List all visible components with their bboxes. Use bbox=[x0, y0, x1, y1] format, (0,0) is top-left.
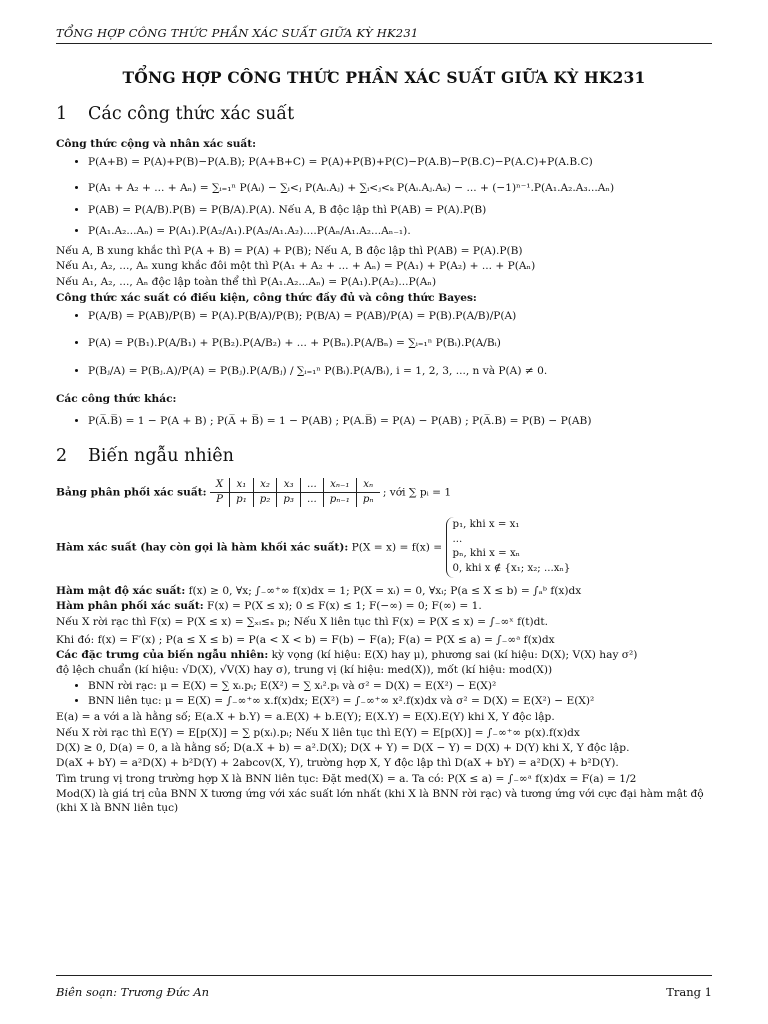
table-cell: P bbox=[216, 494, 223, 506]
table-cell: pₙ₋₁ bbox=[323, 493, 356, 507]
footer-rule bbox=[56, 975, 712, 976]
formula-list-1 bbox=[56, 155, 712, 238]
line-text: kỳ vọng (kí hiệu: E(X) hay μ), phương sai (kí hiệu: D(X); V(X) hay σ²) bbox=[268, 649, 638, 662]
sub-heading-conditional-bayes: Công thức xác suất có điều kiện, công thức đầy đủ và công thức Bayes: bbox=[56, 291, 477, 304]
section-2-number: 2 bbox=[56, 445, 68, 466]
pmf-case: p₁, khi x = x₁ bbox=[452, 518, 520, 530]
sub-heading-addition-multiplication: Công thức cộng và nhân xác suất: bbox=[56, 137, 257, 150]
formula-item: • BNN liên tục: μ = E(X) = ∫₋∞⁺∞ x.f(x)dx; E(X²) = ∫₋∞⁺∞ x².f(x)dx và σ² = D(X) = E(X²) − E(X)² bbox=[88, 694, 712, 708]
pmf-cases bbox=[446, 517, 571, 578]
section-1-number: 1 bbox=[56, 103, 68, 124]
line-text: f(x) ≥ 0, ∀x; ∫₋∞⁺∞ f(x)dx = 1; P(X = xᵢ) = 0, ∀xᵢ; P(a ≤ X ≤ b) = ∫ₐᵇ f(x)dx bbox=[185, 584, 582, 597]
distribution-label: Bảng phân phối xác suất: bbox=[56, 486, 207, 499]
line-text: độ lệch chuẩn (kí hiệu: √D(X), √V(X) hay σ), trung vị (kí hiệu: med(X)), mốt (kí hiệu: mod(X)) bbox=[56, 664, 553, 677]
formula-item: • P(A) = P(B₁).P(A/B₁) + P(B₂).P(A/B₂) + ... + P(Bₙ).P(A/Bₙ) = ∑ᵢ₌₁ⁿ P(Bᵢ).P(A/Bᵢ) bbox=[88, 336, 712, 350]
formula-item: • P(A₁.A₂...Aₙ) = P(A₁).P(A₂/A₁).P(A₃/A₁.A₂)....P(Aₙ/A₁.A₂...Aₙ₋₁). bbox=[88, 224, 712, 238]
text-line: Nếu A₁, A₂, ..., Aₙ xung khắc đôi một thì P(A₁ + A₂ + ... + Aₙ) = P(A₁) + P(A₂) + ... + P(Aₙ) bbox=[56, 260, 536, 273]
formula-item: • P(AB) = P(A/B).P(B) = P(B/A).P(A). Nếu A, B độc lập thì P(AB) = P(A).P(B) bbox=[88, 203, 712, 217]
running-header: TỔNG HỢP CÔNG THỨC PHẦN XÁC SUẤT GIỮA KỲ HK231 bbox=[56, 26, 419, 40]
formula-item: • P(A/B) = P(AB)/P(B) = P(A).P(B/A)/P(B); P(B/A) = P(AB)/P(A) = P(B).P(A/B)/P(A) bbox=[88, 309, 712, 323]
footer-page-number: Trang 1 bbox=[666, 985, 712, 999]
table-cell: x₁ bbox=[230, 478, 254, 492]
formula-list-3 bbox=[56, 414, 712, 428]
text-line bbox=[56, 599, 712, 613]
text-line bbox=[56, 584, 712, 598]
formula-list-2 bbox=[56, 309, 712, 378]
formula-item: • BNN rời rạc: μ = E(X) = ∑ xᵢ.pᵢ; E(X²) = ∑ xᵢ².pᵢ và σ² = D(X) = E(X²) − E(X)² bbox=[88, 679, 712, 693]
table-cell: pₙ bbox=[356, 493, 379, 507]
table-cell: ... bbox=[301, 493, 324, 507]
distribution-table bbox=[210, 478, 380, 507]
table-cell: p₁ bbox=[230, 493, 254, 507]
text-line: E(a) = a với a là hằng số; E(a.X + b.Y) = a.E(X) + b.E(Y); E(X.Y) = E(X).E(Y) khi X, Y độc lập. bbox=[56, 711, 555, 724]
formula-item: • P(Bⱼ/A) = P(Bⱼ.A)/P(A) = P(Bⱼ).P(A/Bⱼ) / ∑ᵢ₌₁ⁿ P(Bᵢ).P(A/Bᵢ), i = 1, 2, 3, ..., n và P(A) ≠ 0. bbox=[88, 364, 712, 378]
text-line: Nếu A₁, A₂, ..., Aₙ độc lập toàn thể thì P(A₁.A₂...Aₙ) = P(A₁).P(A₂)...P(Aₙ) bbox=[56, 275, 437, 288]
table-row-x bbox=[210, 478, 380, 492]
table-cell: xₙ₋₁ bbox=[323, 478, 356, 492]
table-cell: p₂ bbox=[253, 493, 277, 507]
distribution-table-line bbox=[56, 478, 712, 507]
line-bold: Hàm phân phối xác suất: bbox=[56, 600, 204, 613]
table-row-p bbox=[210, 493, 380, 507]
table-cell: p₃ bbox=[277, 493, 301, 507]
table-cell: x₃ bbox=[277, 478, 301, 492]
formula-item: • P(A̅.B̅) = 1 − P(A + B) ; P(A̅ + B̅) = 1 − P(AB) ; P(A.B̅) = P(A) − P(AB) ; P(A̅.B) = P(B) − P(AB) bbox=[88, 414, 712, 428]
text-line bbox=[56, 615, 712, 629]
formula-item: • P(A₁ + A₂ + ... + Aₙ) = ∑ᵢ₌₁ⁿ P(Aᵢ) − ∑ᵢ<ⱼ P(Aᵢ.Aⱼ) + ∑ᵢ<ⱼ<ₖ P(Aᵢ.Aⱼ.Aₖ) − ... + (−1)ⁿ⁻¹.P(A₁.A₂.A₃...Aₙ) bbox=[88, 181, 712, 195]
pmf-label: Hàm xác suất (hay còn gọi là hàm khối xác suất): bbox=[56, 541, 349, 554]
pmf-line bbox=[56, 517, 712, 578]
header-rule bbox=[56, 43, 712, 44]
table-cell: xₙ bbox=[356, 478, 379, 492]
line-bold: Hàm mật độ xác suất: bbox=[56, 584, 186, 597]
section-1-title: Các công thức xác suất bbox=[88, 103, 295, 124]
text-line bbox=[56, 633, 712, 647]
section-2-heading bbox=[56, 445, 712, 469]
line-bold: Các đặc trưng của biến ngẫu nhiên: bbox=[56, 649, 269, 662]
pmf-lhs: P(X = x) = f(x) = bbox=[351, 541, 443, 554]
text-line bbox=[56, 663, 712, 677]
main-content bbox=[56, 62, 712, 816]
line-text: Nếu X rời rạc thì F(x) = P(X ≤ x) = ∑ₓᵢ≤ₓ pᵢ; Nếu X liên tục thì F(x) = P(X ≤ x) = ∫₋∞ˣ f(t)dt. bbox=[56, 615, 549, 628]
table-cell: X bbox=[210, 478, 230, 492]
expectation-list bbox=[56, 679, 712, 709]
section-1-heading bbox=[56, 103, 712, 127]
line-text: F(x) = P(X ≤ x); 0 ≤ F(x) ≤ 1; F(−∞) = 0; F(∞) = 1. bbox=[203, 600, 482, 613]
line-text: Khi đó: f(x) = F′(x) ; P(a ≤ X ≤ b) = P(a < X < b) = F(b) − F(a); F(a) = P(X ≤ a) = ∫₋∞ᵃ f(x)dx bbox=[56, 633, 555, 646]
formula-item: • P(A+B) = P(A)+P(B)−P(A.B); P(A+B+C) = P(A)+P(B)+P(C)−P(A.B)−P(B.C)−P(A.C)+P(A.B.C) bbox=[88, 155, 712, 169]
sub-heading-other-formulas: Các công thức khác: bbox=[56, 393, 177, 406]
text-line: Nếu X rời rạc thì E(Y) = E[p(X)] = ∑ p(xᵢ).pᵢ; Nếu X liên tục thì E(Y) = E[p(X)] = ∫₋∞⁺∞ p(x).f(x)dx bbox=[56, 726, 580, 739]
text-line bbox=[56, 648, 712, 662]
text-line: Nếu A, B xung khắc thì P(A + B) = P(A) + P(B); Nếu A, B độc lập thì P(AB) = P(A).P(B) bbox=[56, 245, 523, 258]
page-title: TỔNG HỢP CÔNG THỨC PHẦN XÁC SUẤT GIỮA KỲ HK231 bbox=[122, 68, 646, 87]
text-line: D(X) ≥ 0, D(a) = 0, a là hằng số; D(a.X + b) = a².D(X); D(X + Y) = D(X − Y) = D(X) + D(Y) khi X, Y độc lập. bbox=[56, 741, 630, 754]
section-2-title: Biến ngẫu nhiên bbox=[88, 445, 234, 466]
text-line: D(aX + bY) = a²D(X) + b²D(Y) + 2abcov(X, Y), trường hợp X, Y độc lập thì D(aX + bY) = a²D(X) + b²D(Y). bbox=[56, 757, 619, 770]
pmf-case: 0, khi x ∉ {x₁; x₂; ...xₙ} bbox=[452, 563, 571, 575]
distribution-note: ; với ∑ pᵢ = 1 bbox=[382, 486, 452, 499]
table-cell: ... bbox=[301, 478, 324, 492]
pmf-case: pₙ, khi x = xₙ bbox=[452, 548, 521, 560]
text-line: Tìm trung vị trong trường hợp X là BNN liên tục: Đặt med(X) = a. Ta có: P(X ≤ a) = ∫₋∞ᵃ f(x)dx = F(a) = 1/2 bbox=[56, 772, 637, 785]
pmf-case: ... bbox=[452, 533, 463, 545]
text-line: Mod(X) là giá trị của BNN X tương ứng với xác suất lớn nhất (khi X là BNN rời rạc) và tương ứng với cực đại hàm mật độ (khi X là BNN liên tục) bbox=[56, 787, 704, 815]
page-footer bbox=[56, 985, 712, 999]
table-cell: x₂ bbox=[253, 478, 277, 492]
footer-author: Biên soạn: Trương Đức An bbox=[56, 985, 210, 999]
